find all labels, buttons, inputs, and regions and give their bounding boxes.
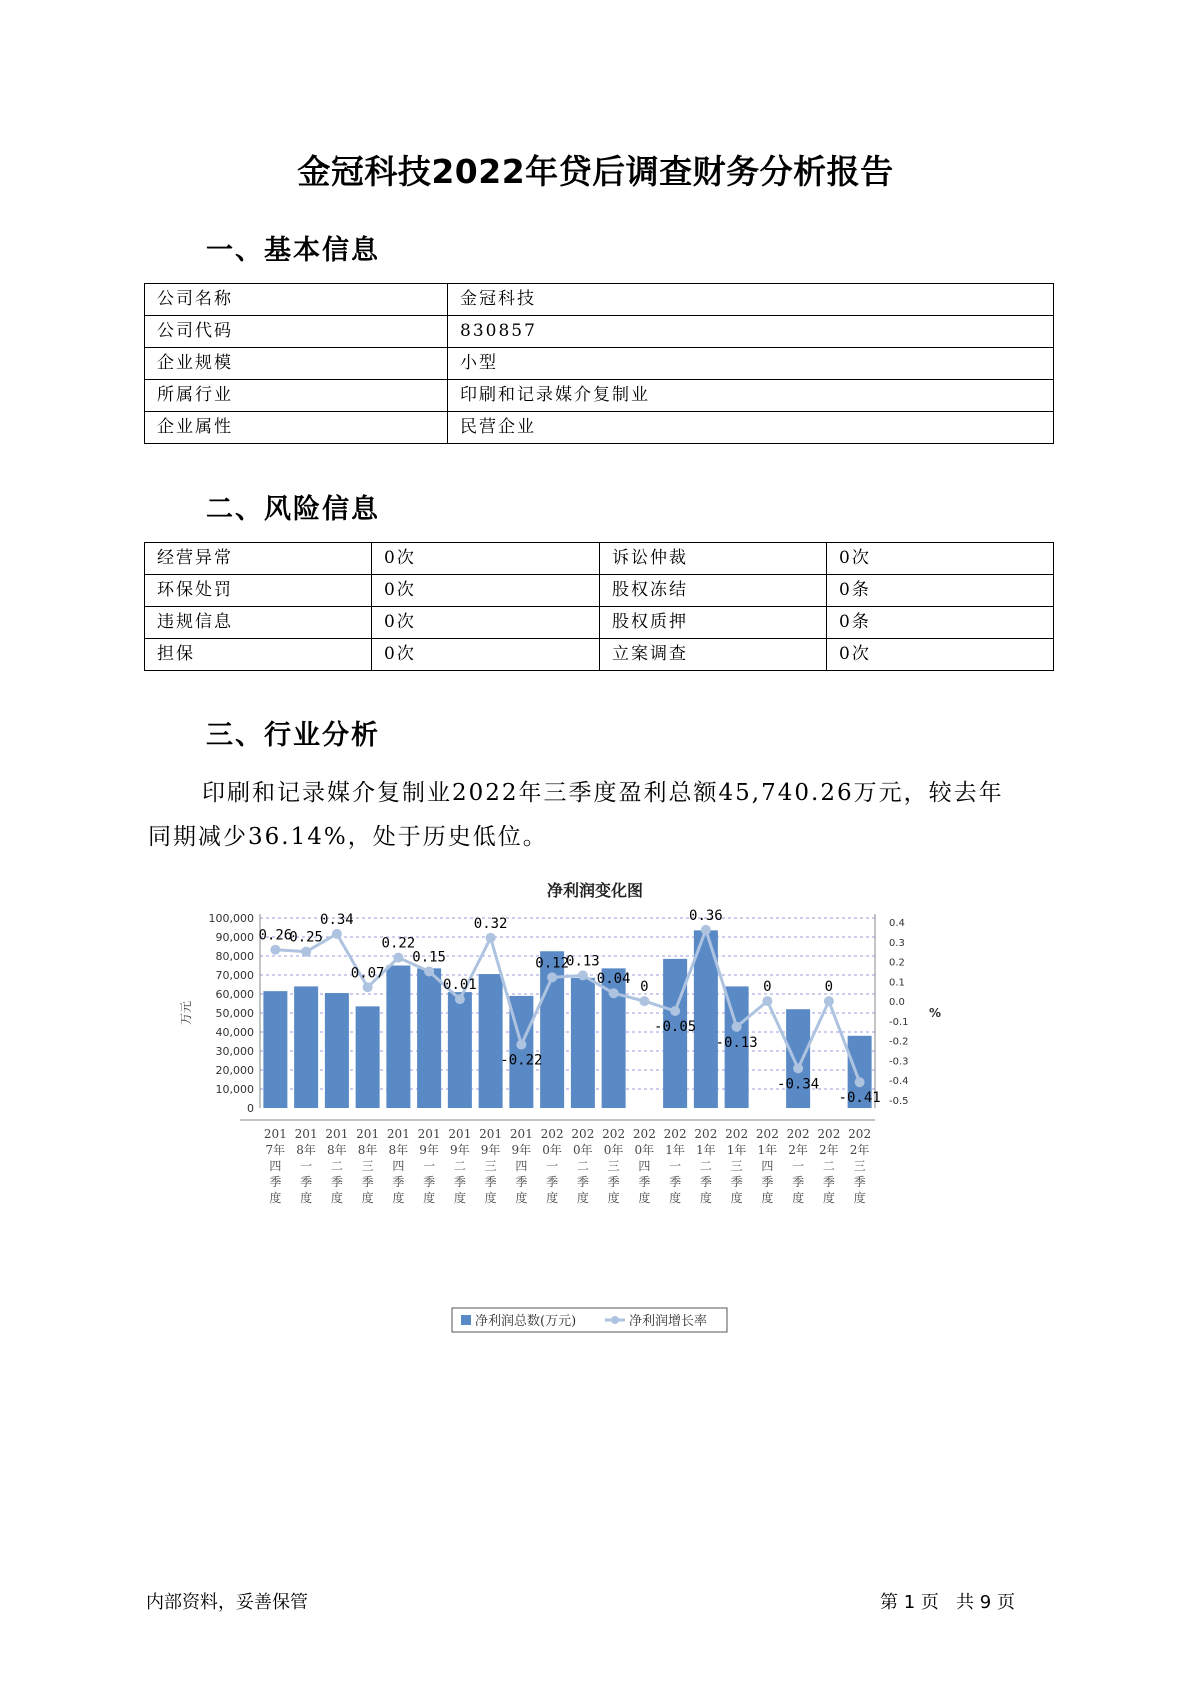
y-left-tick-label: 20,000: [215, 1064, 254, 1077]
bar: [356, 1006, 380, 1108]
growth-rate-point: [701, 925, 711, 935]
field-value: 民营企业: [448, 412, 1054, 444]
table-row: [145, 316, 1054, 348]
growth-rate-point: [609, 988, 619, 998]
x-tick-label: 202 1年一季度: [663, 1127, 687, 1205]
risk-count: 0次: [372, 543, 600, 575]
bar: [263, 991, 287, 1108]
y-right-tick-label: 0.1: [889, 977, 905, 989]
growth-rate-point: [670, 1006, 680, 1016]
risk-count: 0条: [827, 607, 1054, 639]
y-left-tick-label: 70,000: [215, 969, 254, 982]
y-left-tick-label: 100,000: [208, 912, 254, 925]
growth-rate-data-label: -0.34: [777, 1076, 820, 1093]
field-label: 公司名称: [145, 284, 448, 316]
growth-rate-data-label: 0: [763, 979, 772, 996]
table-row: [145, 412, 1054, 444]
y-left-tick-label: 0: [247, 1102, 254, 1115]
growth-rate-point: [270, 945, 280, 955]
y-left-tick-label: 80,000: [215, 950, 254, 963]
x-tick-label: 201 8年一季度: [294, 1127, 318, 1205]
risk-label: 股权冻结: [600, 575, 827, 607]
x-tick-label: 202 1年四季度: [755, 1127, 779, 1205]
legend-swatch-bar: [461, 1315, 471, 1325]
risk-label: 经营异常: [145, 543, 372, 575]
x-tick-label: 202 0年三季度: [602, 1127, 626, 1205]
growth-rate-data-label: 0.36: [689, 907, 723, 924]
risk-count: 0次: [827, 543, 1054, 575]
field-label: 企业规模: [145, 348, 448, 380]
basic-info-table: [144, 283, 1054, 444]
chart-title: 净利润变化图: [546, 881, 644, 900]
growth-rate-point: [639, 996, 649, 1006]
risk-label: 诉讼仲裁: [600, 543, 827, 575]
table-row: [145, 348, 1054, 380]
risk-count: 0次: [372, 639, 600, 671]
y-right-tick-label: -0.1: [889, 1016, 909, 1028]
growth-rate-point: [516, 1040, 526, 1050]
field-label: 企业属性: [145, 412, 448, 444]
footer-page-number: 第 1 页 共 9 页: [880, 1592, 1015, 1613]
legend-label-net-profit: 净利润总数(万元): [475, 1314, 577, 1329]
x-tick-label: 202 1年二季度: [694, 1127, 718, 1205]
risk-label: 担保: [145, 639, 372, 671]
risk-info-table: [144, 542, 1054, 671]
y-right-tick-label: 0.3: [889, 937, 905, 949]
report-title: 金冠科技2022年贷后调查财务分析报告: [297, 152, 894, 191]
growth-rate-data-label: 0.22: [381, 935, 416, 952]
x-tick-label: 201 9年二季度: [448, 1127, 472, 1205]
section-heading-risk-info: 二、风险信息: [206, 494, 380, 525]
growth-rate-data-label: 0.04: [596, 971, 631, 988]
table-row: [145, 575, 1054, 607]
x-tick-label: 201 9年三季度: [479, 1127, 503, 1205]
y-left-tick-label: 90,000: [215, 931, 254, 944]
table-row: [145, 380, 1054, 412]
section-heading-basic-info: 一、基本信息: [206, 235, 380, 266]
y-right-tick-label: -0.2: [889, 1036, 909, 1048]
growth-rate-data-label: -0.22: [500, 1052, 543, 1069]
growth-rate-point: [762, 996, 772, 1006]
field-value: 金冠科技: [448, 284, 1054, 316]
growth-rate-data-label: 0: [640, 979, 649, 996]
x-tick-label: 201 8年二季度: [325, 1127, 349, 1205]
legend-swatch-point: [611, 1316, 619, 1324]
risk-label: 环保处罚: [145, 575, 372, 607]
bar: [417, 968, 441, 1108]
growth-rate-point: [732, 1022, 742, 1032]
growth-rate-data-label: 0.01: [443, 977, 477, 994]
y-right-tick-label: 0.4: [889, 918, 905, 929]
growth-rate-data-label: 0.34: [320, 911, 354, 928]
growth-rate-point: [486, 933, 496, 943]
risk-label: 违规信息: [145, 607, 372, 639]
growth-rate-data-label: 0.26: [258, 927, 293, 944]
risk-count: 0次: [827, 639, 1054, 671]
growth-rate-point: [547, 972, 557, 982]
growth-rate-data-label: 0.25: [289, 929, 323, 946]
risk-label: 立案调查: [600, 639, 827, 671]
x-tick-label: 202 2年一季度: [786, 1127, 810, 1205]
bar: [325, 993, 349, 1108]
bar: [571, 978, 595, 1108]
field-value: 小型: [448, 348, 1054, 380]
footer-confidential-note: 内部资料，妥善保管: [146, 1592, 308, 1613]
growth-rate-point: [455, 994, 465, 1004]
x-tick-label: 202 0年二季度: [571, 1127, 595, 1205]
growth-rate-point: [824, 996, 834, 1006]
growth-rate-point: [424, 966, 434, 976]
growth-rate-point: [332, 929, 342, 939]
x-tick-label: 201 9年一季度: [417, 1127, 441, 1205]
y-right-axis-title: %: [928, 1006, 942, 1020]
growth-rate-data-label: -0.13: [715, 1034, 758, 1051]
growth-rate-data-label: 0.07: [350, 965, 385, 982]
table-row: [145, 607, 1054, 639]
x-tick-label: 201 8年三季度: [356, 1127, 380, 1205]
growth-rate-data-label: -0.05: [654, 1019, 697, 1035]
x-tick-label: 202 0年四季度: [632, 1127, 656, 1205]
industry-analysis-paragraph: [148, 771, 1058, 859]
growth-rate-point: [393, 953, 403, 963]
bar: [294, 986, 318, 1108]
risk-count: 0次: [372, 575, 600, 607]
x-tick-label: 202 1年三季度: [725, 1127, 749, 1205]
bar: [448, 992, 472, 1108]
y-left-tick-label: 50,000: [215, 1007, 254, 1020]
x-tick-label: 201 7年四季度: [263, 1127, 287, 1205]
bar: [479, 974, 503, 1108]
growth-rate-data-label: -0.41: [838, 1090, 881, 1107]
y-right-tick-label: -0.5: [889, 1096, 909, 1107]
bar: [386, 966, 410, 1109]
y-right-tick-label: 0.2: [889, 957, 905, 969]
field-label: 所属行业: [145, 380, 448, 412]
growth-rate-data-label: 0: [824, 979, 834, 996]
growth-rate-point: [793, 1063, 803, 1073]
field-value: 印刷和记录媒介复制业: [448, 380, 1054, 412]
net-profit-chart: [170, 880, 1020, 1340]
x-tick-label: 202 2年二季度: [817, 1127, 841, 1205]
field-label: 公司代码: [145, 316, 448, 348]
risk-count: 0次: [372, 607, 600, 639]
industry-analysis-line-2: 同期减少36.14%，处于历史低位。: [148, 824, 548, 850]
section-heading-industry-analysis: 三、行业分析: [206, 720, 380, 751]
y-left-axis-title: 万元: [179, 1000, 193, 1026]
field-value: 830857: [448, 316, 1054, 348]
risk-count: 0条: [827, 575, 1054, 607]
y-left-tick-label: 60,000: [215, 988, 254, 1001]
growth-rate-data-label: 0.13: [566, 953, 600, 970]
growth-rate-point: [301, 947, 311, 957]
x-tick-label: 201 9年四季度: [509, 1127, 533, 1205]
x-tick-label: 202 2年三季度: [848, 1127, 872, 1205]
legend-label-growth-rate: 净利润增长率: [629, 1314, 708, 1329]
table-row: [145, 543, 1054, 575]
growth-rate-data-label: 0.15: [412, 949, 446, 966]
growth-rate-point: [855, 1077, 865, 1087]
industry-analysis-line-1: 印刷和记录媒介复制业2022年三季度盈利总额45,740.26万元，较去年: [202, 780, 1004, 806]
y-left-tick-label: 40,000: [215, 1026, 254, 1039]
x-tick-label: 201 8年四季度: [386, 1127, 410, 1205]
growth-rate-point: [578, 970, 588, 980]
x-tick-label: 202 0年一季度: [540, 1127, 564, 1205]
y-left-tick-label: 10,000: [215, 1083, 254, 1096]
y-right-tick-label: -0.4: [889, 1076, 909, 1088]
table-row: [145, 284, 1054, 316]
bar: [786, 1009, 810, 1108]
risk-label: 股权质押: [600, 607, 827, 639]
growth-rate-point: [363, 982, 373, 992]
table-row: [145, 639, 1054, 671]
y-right-tick-label: 0.0: [889, 997, 905, 1009]
y-right-tick-label: -0.3: [889, 1056, 909, 1068]
growth-rate-data-label: 0.12: [535, 955, 569, 972]
y-left-tick-label: 30,000: [215, 1045, 254, 1058]
chart-legend: [452, 1308, 727, 1332]
growth-rate-data-label: 0.32: [473, 915, 508, 932]
